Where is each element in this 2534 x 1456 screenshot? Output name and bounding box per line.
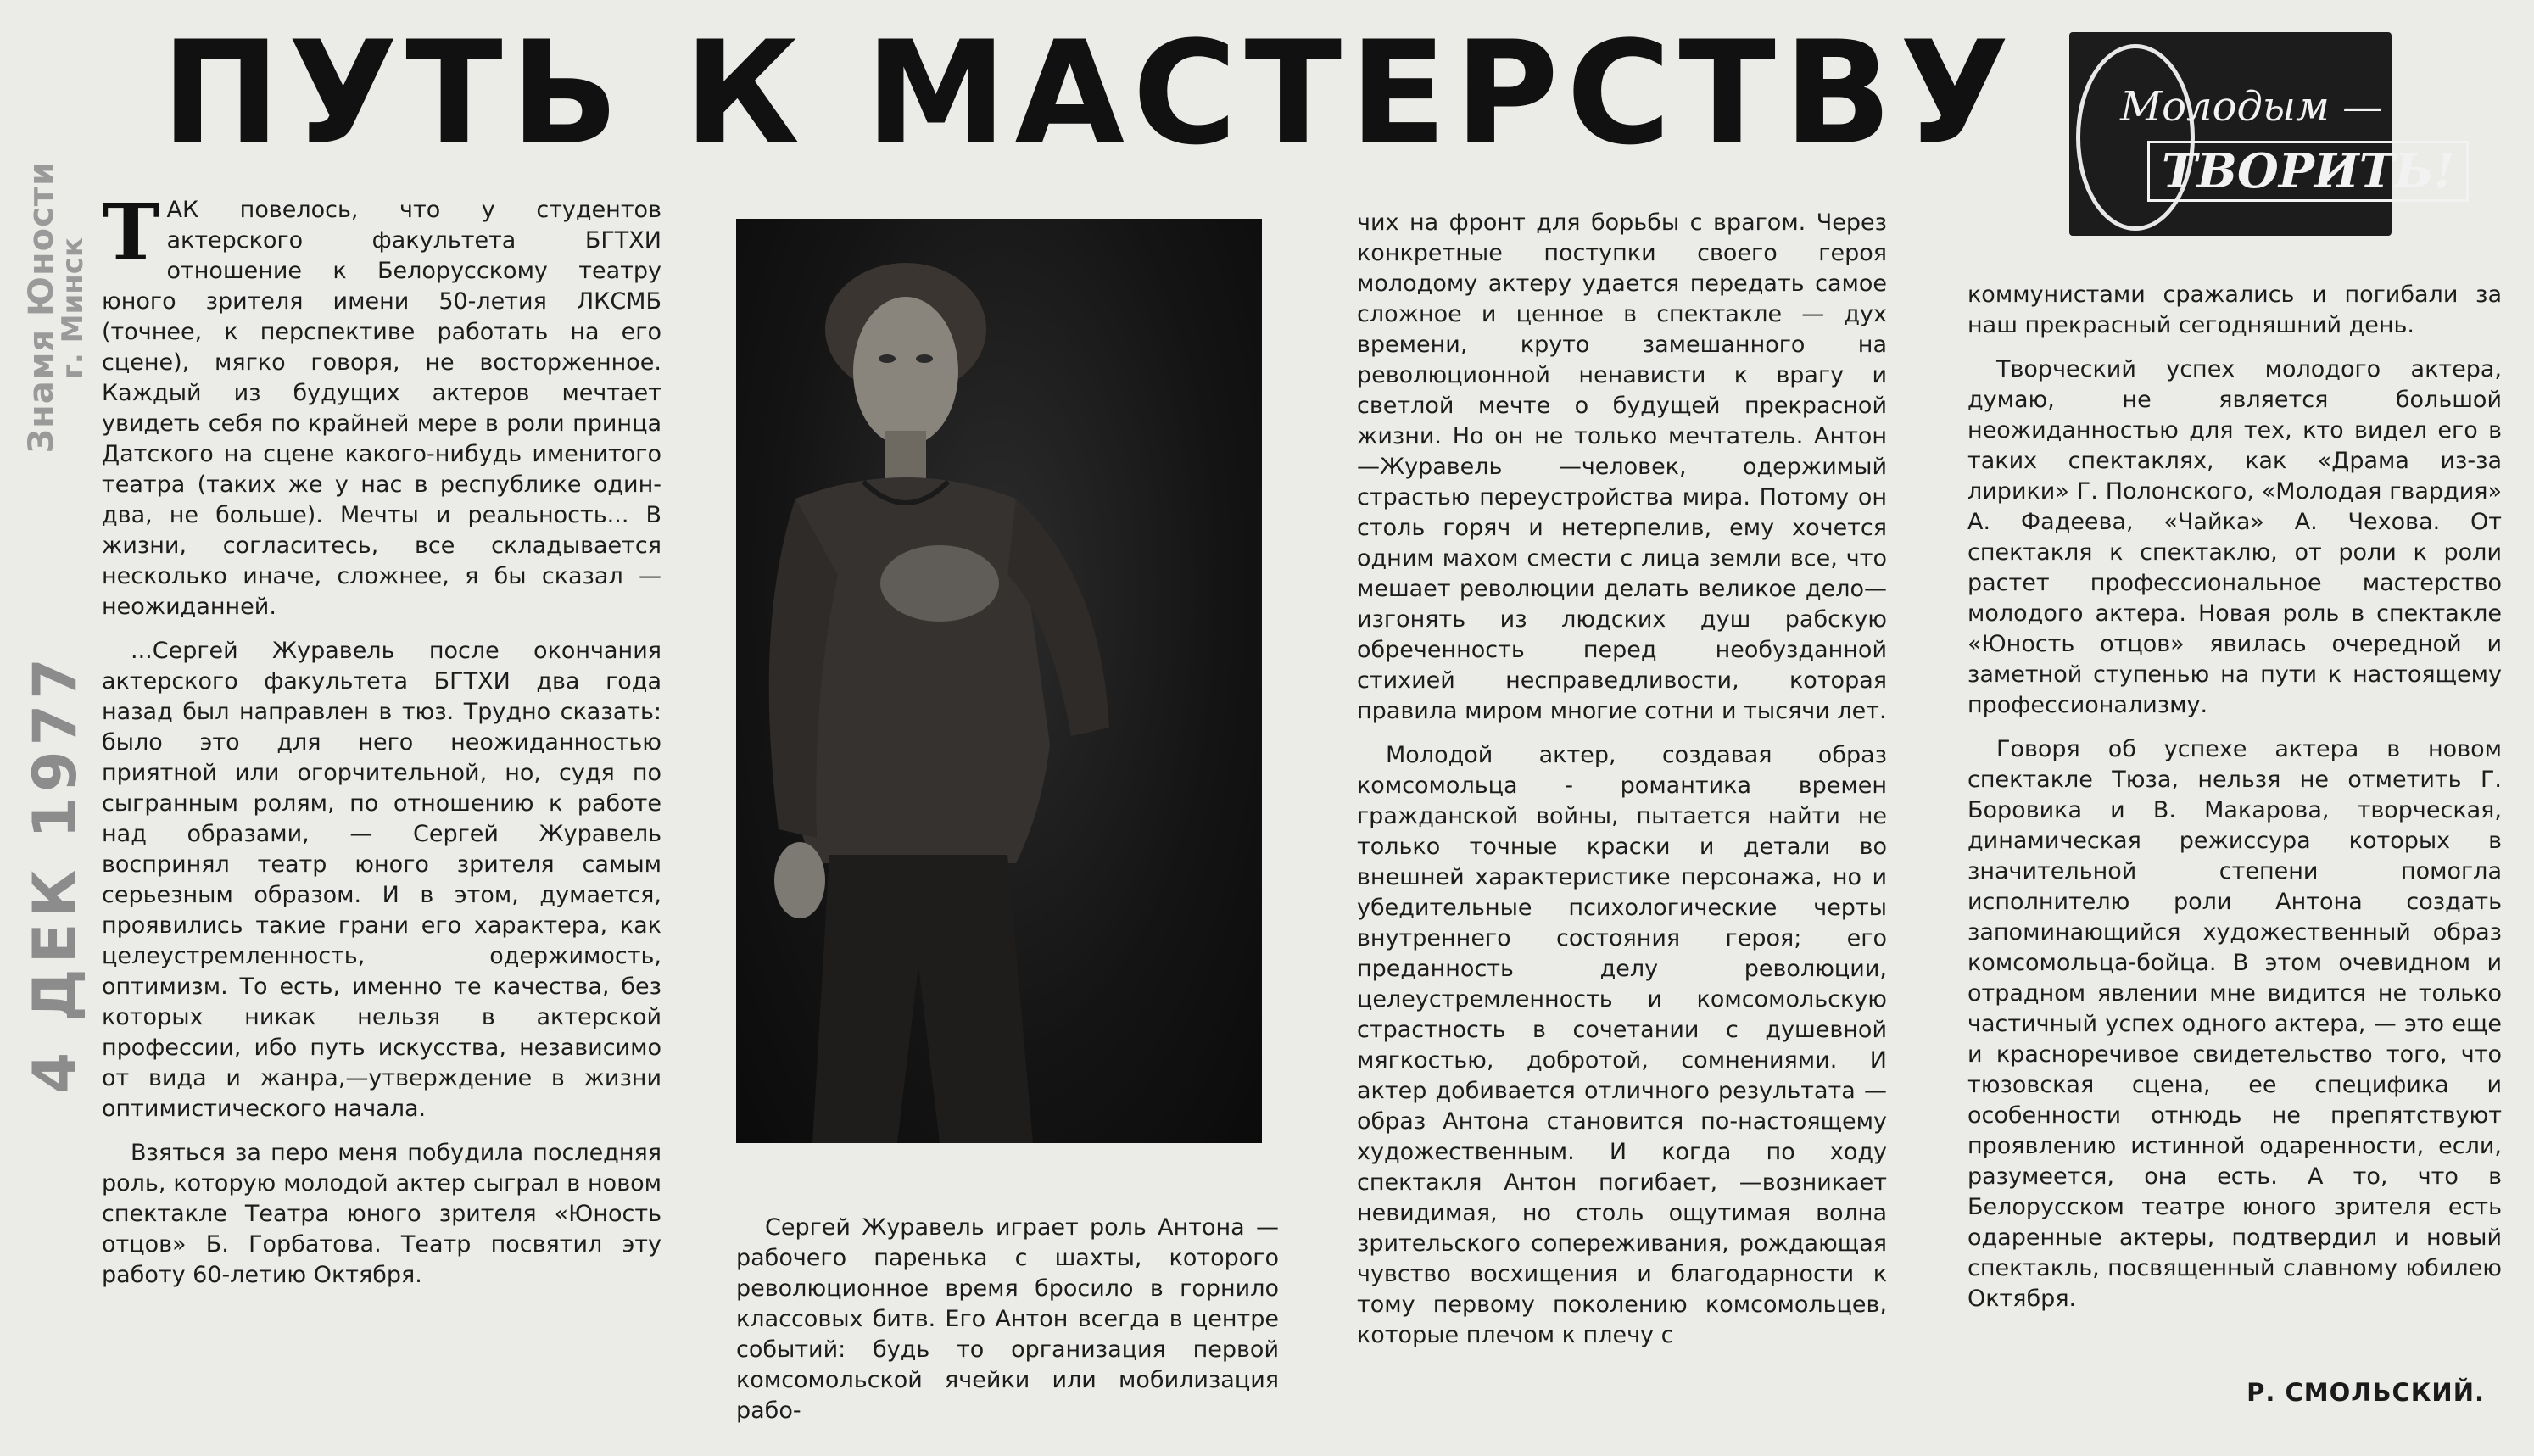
stamp-publication: Знамя Юности: [22, 161, 61, 454]
article-column-4: [1967, 280, 2502, 1425]
paragraph-5: Молодой актер, создавая образ комсомольца - романтика времен гражданской войны, пытается найти не только точные краски и детали во внешней характеристике персонажа, но и убедительные психологические черты внутреннего состояния героя; его преданность делу революции, целеустремленность и комсомольскую страстность в сочетании с душевной мягкостью, добротой, сомнениями. И актер добивается отличного результата — образ Антона становится по-настоящему художественным. И когда по ходу спектакля Антон погибает, —возникает невидимая, но столь ощутимая волна зрительского сопереживания, рождающая чувство восхищения и благодарности к тому первому поколению комсомольцев, которые плечом к плечу с: [1357, 742, 1887, 1348]
actor-photo-image: [736, 219, 1262, 1143]
rubric-line-1: Молодым —: [2120, 83, 2384, 131]
author-signature: Р. СМОЛЬСКИЙ.: [2247, 1378, 2485, 1407]
paragraph-8: Говоря об успехе актера в новом спектакле Тюза, нельзя не отметить Г. Боровика и В. Макарова, творческая, динамическая режиссура которых в значительной степени помогла исполнителю роли Антона создать запоминающийся художественный образ комсомольца-бойца. В этом очевидном и отрадном явлении мне видится не только частичный успех одного актера, — это еще и красноречивое свидетельство того, что тюзовская сцена, ее специфика и особенности отнюдь не препятствуют проявлению истинной одаренности, если, разумеется, она есть. А то, что в Белорусском театре юного зрителя есть одаренные актеры, подтвердил и новый спектакль, посвященный славному юбилею Октября.: [1967, 736, 2502, 1312]
paragraph-1: [102, 187, 661, 622]
paragraph-6: коммунистами сражались и погибали за наш прекрасный сегодняшний день.: [1967, 282, 2502, 338]
photo-caption: Сергей Журавель играет роль Антона — рабочего паренька с шахты, которого революционное время бросило в горнило классовых битв. Его Антон всегда в центре событий: будь то организация первой комсомольской ячейки или мобилизация рабо-: [736, 1214, 1279, 1424]
article-column-3: [1357, 208, 1887, 1437]
rubric-logo: [2069, 32, 2455, 236]
rubric-line-2: ТВОРИТЬ!: [2147, 141, 2469, 202]
paragraph-2: ...Сергей Журавель после окончания актерского факультета БГТХИ два года назад был направлен в тюз. Трудно сказать: было это для него неожиданностью приятной или огорчительной, но, судя по сыгранным ролям, по отношению к работе над образами, — Сергей Журавель воспринял театр юного зрителя самым серьезным образом. И в этом, думается, проявились такие грани его характера, как целеустремленность, одержимость, оптимизм. То есть, именно те качества, без которых никак нельзя в актерской профессии, ибо путь искусства, независимо от вида и жанра,—утверждение в жизни оптимистического начала.: [102, 638, 661, 1122]
archive-stamp: [15, 161, 90, 1306]
paragraph-7: Творческий успех молодого актера, думаю, не является большой неожиданностью для тех, кто видел его в таких спектаклях, как «Драма из-за лирики» Г. Полонского, «Молодая гвардия» А. Фадеева, «Чайка» А. Чехова. От спектакля к спектаклю, от роли к роли растет профессиональное мастерство молодого актера. Новая роль в спектакле «Юность отцов» явилась очередной и заметной ступенью на пути к настоящему профессионализму.: [1967, 356, 2502, 718]
rubric-ornament: [2076, 44, 2195, 231]
paragraph-4: чих на фронт для борьбы с врагом. Через конкретные поступки своего героя молодому актеру удается передать самое сложное и ценное в спектакле — дух времени, круто замешанного на революционной ненависти к врагу и светлой мечте о будущей прекрасной жизни. Но он не только мечтатель. Антон—Журавель —человек, одержимый страстью переустройства мира. Потому он столь горяч и нетерпелив, ему хочется одним махом смести с лица земли все, что мешает революции делать великое дело—изгонять из людских душ рабскую обреченность перед необузданной стихией несправедливости, которая правила миром многие сотни и тысячи лет.: [1357, 209, 1887, 724]
drop-cap: Т: [102, 187, 160, 278]
stamp-date: 4 ДЕК 1977: [20, 653, 90, 1094]
paragraph-1-text: АК повелось, что у студентов актерского факультета БГТХИ отношение к Белорусскому театру юного зрителя имени 50-летия ЛКСМБ (точнее, к перспективе работать на его сцене), мягко говоря, не восторженное. Каждый из будущих актеров мечтает увидеть себя по крайней мере в роли принца Датского на сцене какого-нибудь именитого театра (таких же у нас в республике один-два, не больше). Мечты и реальность... В жизни, согласитесь, все складывается несколько иначе, сложнее, я бы сказал — неожиданней.: [102, 197, 661, 620]
actor-photo: [736, 219, 1262, 1143]
stamp-city: г. Минск: [56, 237, 90, 379]
article-column-1: [102, 187, 661, 1433]
paragraph-3: Взяться за перо меня побудила последняя роль, которую молодой актер сыграл в новом спектакле Театра юного зрителя «Юность отцов» Б. Горбатова. Театр посвятил эту работу 60-летию Октября.: [102, 1140, 661, 1288]
article-headline: ПУТЬ К МАСТЕРСТВУ: [161, 10, 2018, 176]
